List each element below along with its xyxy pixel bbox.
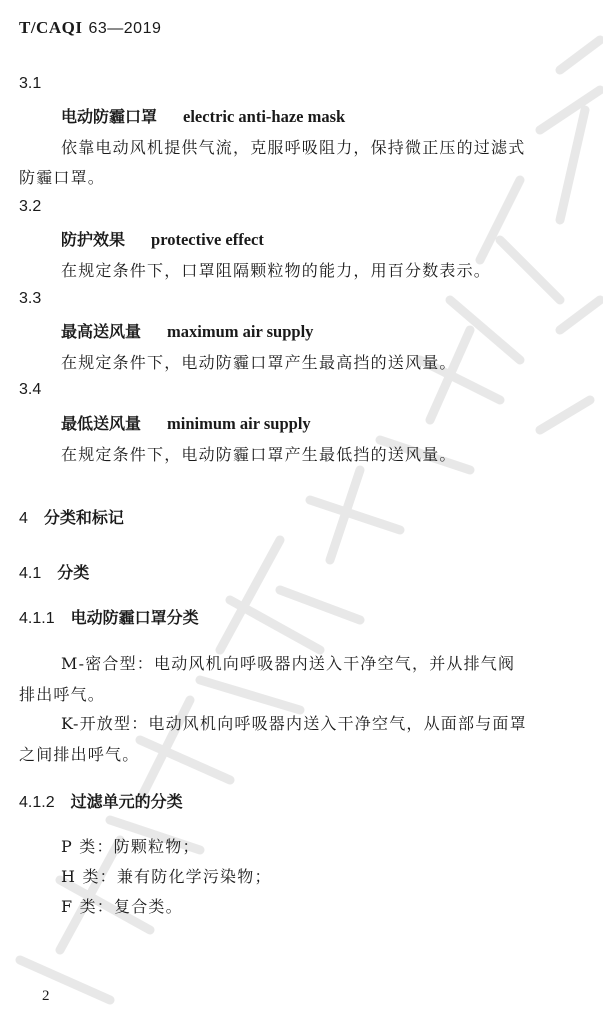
clause-number: 3.1 bbox=[19, 75, 42, 92]
paragraph-line: K-开放型：电动风机向呼吸器内送入干净空气，从面部与面罩 bbox=[61, 714, 527, 733]
document-header bbox=[19, 18, 161, 38]
section-title: 分类 bbox=[57, 563, 90, 582]
header-org: T/CAQI bbox=[19, 18, 83, 37]
paragraph-line: M-密合型：电动风机向呼吸器内送入干净空气，并从排气阀 bbox=[61, 654, 516, 673]
clause-number: 3.3 bbox=[19, 290, 42, 307]
term-en: protective effect bbox=[151, 230, 264, 249]
list-item: H 类：兼有防化学污染物； bbox=[61, 867, 272, 886]
paragraph-line: 排出呼气。 bbox=[19, 685, 106, 704]
term-en: minimum air supply bbox=[167, 414, 311, 433]
section-title: 过滤单元的分类 bbox=[70, 792, 183, 811]
section-number: 4.1 bbox=[19, 565, 42, 582]
section-heading bbox=[19, 560, 89, 583]
term-cn: 最高送风量 bbox=[61, 322, 142, 341]
definition-line: 在规定条件下，电动防霾口罩产生最高挡的送风量。 bbox=[61, 353, 457, 372]
paragraph-line: 之间排出呼气。 bbox=[19, 745, 140, 764]
definition-line: 在规定条件下，电动防霾口罩产生最低挡的送风量。 bbox=[61, 445, 457, 464]
section-number: 4.1.2 bbox=[19, 794, 55, 811]
section-heading bbox=[19, 605, 199, 628]
term-heading bbox=[61, 104, 345, 127]
term-en: electric anti-haze mask bbox=[183, 107, 346, 126]
clause-number: 3.2 bbox=[19, 198, 42, 215]
section-title: 分类和标记 bbox=[43, 508, 124, 527]
definition-line: 在规定条件下，口罩阻隔颗粒物的能力，用百分数表示。 bbox=[61, 261, 492, 280]
section-title: 电动防霾口罩分类 bbox=[70, 608, 199, 627]
section-heading bbox=[19, 505, 124, 528]
term-en: maximum air supply bbox=[167, 322, 314, 341]
term-cn: 防护效果 bbox=[61, 230, 126, 249]
term-cn: 电动防霾口罩 bbox=[61, 107, 158, 126]
section-number: 4 bbox=[19, 510, 28, 527]
section-number: 4.1.1 bbox=[19, 610, 55, 627]
clause-number: 3.4 bbox=[19, 381, 42, 398]
list-item: F 类：复合类。 bbox=[61, 897, 183, 916]
list-item: P 类：防颗粒物； bbox=[61, 837, 200, 856]
definition-line: 依靠电动风机提供气流，克服呼吸阻力，保持微正压的过滤式 bbox=[61, 138, 526, 157]
term-heading bbox=[61, 411, 311, 434]
page-number: 2 bbox=[42, 988, 50, 1004]
section-heading bbox=[19, 789, 183, 812]
term-heading bbox=[61, 319, 313, 342]
definition-line: 防霾口罩。 bbox=[19, 168, 106, 187]
term-heading bbox=[61, 227, 264, 250]
header-doc-number: 63—2019 bbox=[88, 20, 162, 37]
term-cn: 最低送风量 bbox=[61, 414, 142, 433]
